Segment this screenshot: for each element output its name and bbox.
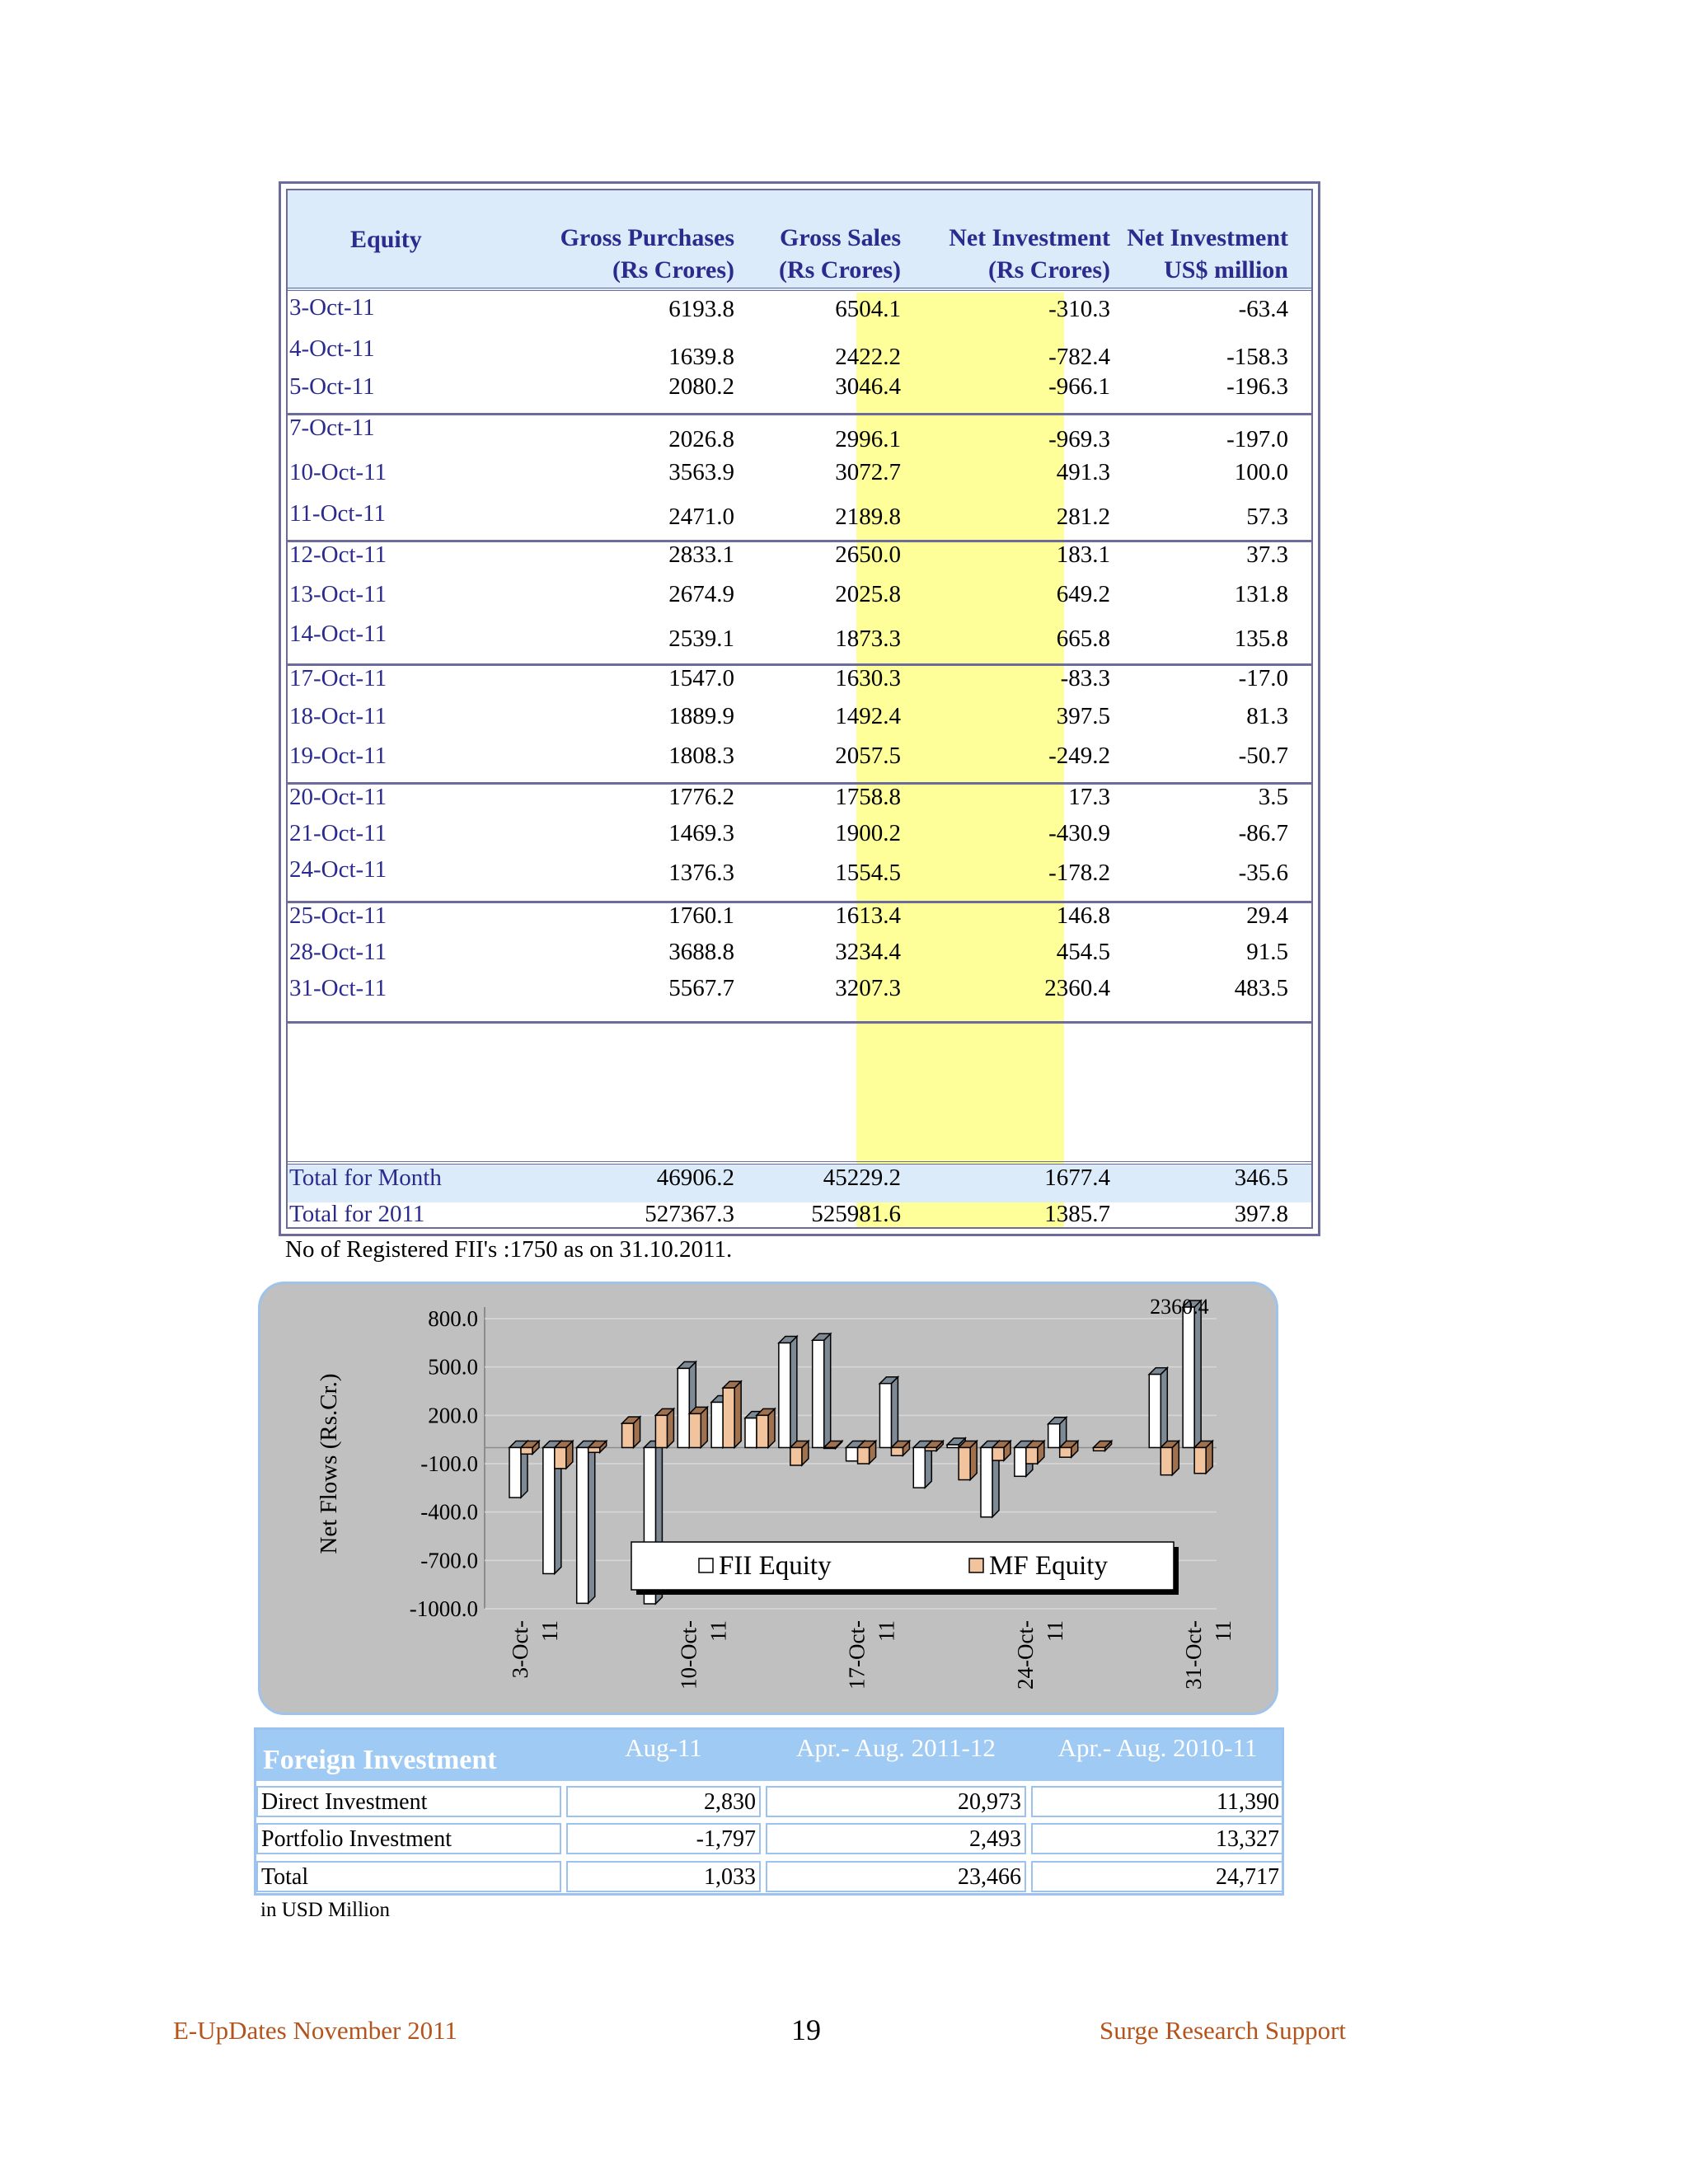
gross-purchases-cell: 3688.8 (668, 939, 734, 965)
gross-purchases-cell: 2080.2 (668, 373, 734, 400)
total-sales: 45229.2 (823, 1165, 901, 1191)
x-tick-label: 17-Oct- (844, 1620, 870, 1690)
net-investment-rs-cell: 665.8 (1056, 626, 1110, 652)
fii-equity-bar (913, 1447, 925, 1488)
gross-sales-cell: 6504.1 (835, 296, 901, 322)
date-cell: 10-Oct-11 (289, 459, 387, 485)
total-label: Total for 2011 (289, 1201, 425, 1227)
net-investment-usd-cell: -86.7 (1238, 820, 1288, 846)
x-tick-label: 11 (1042, 1620, 1067, 1642)
fii-equity-bar-side (891, 1377, 898, 1448)
mf-equity-bar (891, 1447, 903, 1455)
net-investment-rs-cell: 183.1 (1056, 541, 1110, 568)
mf-equity-bar (655, 1415, 667, 1447)
foreign-investment-table (254, 1727, 1284, 1896)
x-tick-label: 11 (537, 1620, 562, 1642)
fii-equity-table (279, 181, 1320, 1236)
x-tick-label: 31-Oct- (1181, 1620, 1207, 1690)
fii-equity-bar (1149, 1375, 1160, 1448)
net-investment-rs-cell: 454.5 (1056, 939, 1110, 965)
gross-sales-cell: 1492.4 (835, 703, 901, 729)
fii-table-body (288, 293, 1311, 1155)
gross-sales-cell: 1873.3 (835, 626, 901, 652)
net-flows-chart (258, 1282, 1278, 1715)
date-cell: 11-Oct-11 (289, 500, 387, 527)
fii-equity-bar (1183, 1307, 1194, 1447)
fi-value: 13,327 (1031, 1823, 1284, 1854)
net-investment-usd-cell: 135.8 (1234, 626, 1288, 652)
table-row-group (288, 413, 1311, 542)
net-investment-rs-cell: -83.3 (1060, 665, 1110, 691)
table-row (288, 500, 1311, 537)
fi-value: 23,466 (766, 1861, 1026, 1892)
y-tick-label: 800.0 (428, 1306, 478, 1331)
table-row (288, 415, 1311, 451)
gross-sales-cell: 2057.5 (835, 743, 901, 769)
table-row (288, 665, 1311, 701)
table-row (288, 581, 1311, 617)
y-tick-label: -400.0 (420, 1499, 478, 1525)
mf-equity-bar (723, 1388, 734, 1447)
fii-equity-bar-side (588, 1441, 595, 1603)
net-investment-rs-cell: -969.3 (1048, 426, 1110, 452)
net-investment-rs-cell: 146.8 (1056, 902, 1110, 929)
date-cell: 18-Oct-11 (289, 703, 387, 729)
table-row (288, 703, 1311, 739)
mf-equity-bar (1194, 1447, 1206, 1473)
fii-equity-bar (813, 1340, 824, 1447)
gross-purchases-cell: 1547.0 (668, 665, 734, 691)
fii-equity-bar-side (1194, 1301, 1201, 1447)
gross-purchases-cell: 1889.9 (668, 703, 734, 729)
fii-equity-bar (981, 1447, 992, 1516)
net-investment-usd-cell: -35.6 (1238, 860, 1288, 886)
net-investment-usd-cell: 483.5 (1234, 975, 1288, 1001)
net-investment-rs-cell: -966.1 (1048, 373, 1110, 400)
gross-purchases-cell: 5567.7 (668, 975, 734, 1001)
y-tick-label: -1000.0 (409, 1596, 478, 1621)
fii-equity-bar (543, 1447, 555, 1573)
date-cell: 17-Oct-11 (289, 665, 387, 691)
fi-unit-note: in USD Million (260, 1899, 390, 1921)
mf-equity-bar (1160, 1447, 1172, 1474)
fi-col-header: Apr.- Aug. 2011-12 (796, 1733, 996, 1762)
fi-row-label: Direct Investment (256, 1786, 561, 1817)
net-investment-rs-cell: 397.5 (1056, 703, 1110, 729)
fi-row-label: Portfolio Investment (256, 1823, 561, 1854)
table-row (288, 902, 1311, 939)
table-row-group (288, 901, 1311, 1024)
fi-value: -1,797 (566, 1823, 761, 1854)
total-purchases: 46906.2 (656, 1165, 734, 1191)
table-row-group (288, 782, 1311, 903)
fii-equity-bar (577, 1447, 588, 1603)
fii-table-header (288, 190, 1311, 291)
gross-purchases-cell: 6193.8 (668, 296, 734, 322)
table-row (288, 856, 1311, 893)
gross-purchases-cell: 1760.1 (668, 902, 734, 929)
table-row (288, 975, 1311, 1011)
fii-equity-bar (779, 1343, 790, 1447)
fii-equity-bar (509, 1447, 521, 1497)
net-investment-usd-cell: -17.0 (1238, 665, 1288, 691)
date-cell: 28-Oct-11 (289, 939, 387, 965)
net-investment-rs-cell: 649.2 (1056, 581, 1110, 607)
fi-row-label: Total (256, 1861, 561, 1892)
date-cell: 3-Oct-11 (289, 294, 375, 321)
mf-equity-bar (1026, 1447, 1038, 1464)
total-net-rs: 1385.7 (1044, 1201, 1110, 1227)
mf-equity-bar (588, 1447, 600, 1452)
gross-sales-cell: 2650.0 (835, 541, 901, 568)
gross-sales-cell: 2422.2 (835, 344, 901, 370)
table-row-group (288, 663, 1311, 785)
table-row-group (288, 293, 1311, 415)
date-cell: 5-Oct-11 (289, 373, 375, 400)
mf-equity-bar (1094, 1447, 1105, 1451)
fii-equity-bar (1015, 1447, 1026, 1476)
table-row (288, 294, 1311, 330)
gross-purchases-cell: 1376.3 (668, 860, 734, 886)
fii-equity-bar (745, 1418, 757, 1448)
y-tick-label: -100.0 (420, 1451, 478, 1476)
header-net-investment-rs: Net Investment (Rs Crores) (949, 224, 1110, 284)
gross-sales-cell: 1630.3 (835, 665, 901, 691)
mf-equity-bar (555, 1447, 566, 1468)
table-row (288, 373, 1311, 410)
net-investment-usd-cell: -158.3 (1226, 344, 1288, 370)
total-month-row (288, 1165, 1311, 1202)
fii-equity-bar (1048, 1424, 1060, 1448)
mf-equity-bar (689, 1413, 701, 1447)
gross-sales-cell: 3234.4 (835, 939, 901, 965)
total-label: Total for Month (289, 1165, 442, 1191)
y-axis-label: Net Flows (Rs.Cr.) (316, 1373, 342, 1554)
gross-purchases-cell: 1776.2 (668, 784, 734, 810)
y-tick-label: 500.0 (428, 1354, 478, 1380)
date-cell: 21-Oct-11 (289, 820, 387, 846)
fii-equity-bar (711, 1402, 723, 1447)
gross-sales-cell: 1900.2 (835, 820, 901, 846)
net-investment-usd-cell: 3.5 (1258, 784, 1288, 810)
fii-equity-bar-side (790, 1336, 797, 1447)
table-row (288, 335, 1311, 372)
fi-row-total (256, 1861, 1282, 1894)
total-net-usd: 346.5 (1234, 1165, 1288, 1191)
chart-canvas (260, 1284, 1276, 1713)
total-net-rs: 1677.4 (1044, 1165, 1110, 1191)
y-tick-label: -700.0 (420, 1548, 478, 1573)
fi-col-header: Aug-11 (625, 1733, 702, 1762)
gross-sales-cell: 1758.8 (835, 784, 901, 810)
gross-sales-cell: 1613.4 (835, 902, 901, 929)
net-investment-rs-cell: 17.3 (1068, 784, 1110, 810)
registered-fii-note: No of Registered FII's :1750 as on 31.10.2011. (285, 1236, 733, 1263)
net-investment-usd-cell: -196.3 (1226, 373, 1288, 400)
mf-equity-bar (925, 1447, 936, 1451)
table-row (288, 784, 1311, 820)
fi-value: 2,830 (566, 1786, 761, 1817)
x-tick-label: 11 (874, 1620, 899, 1642)
header-gross-purchases: Gross Purchases (Rs Crores) (560, 224, 734, 284)
fii-equity-bar (678, 1368, 689, 1447)
net-investment-rs-cell: 2360.4 (1044, 975, 1110, 1001)
mf-equity-bar (959, 1447, 970, 1479)
footer-publication: E-UpDates November 2011 (173, 2016, 457, 2045)
fii-equity-bar (879, 1384, 891, 1448)
y-tick-label: 200.0 (428, 1403, 478, 1428)
mf-equity-bar (824, 1447, 836, 1448)
net-investment-rs-cell: -782.4 (1048, 344, 1110, 370)
date-cell: 12-Oct-11 (289, 541, 387, 568)
legend-label-fii: FII Equity (719, 1551, 832, 1581)
page-number: 19 (791, 2013, 821, 2046)
gross-sales-cell: 2189.8 (835, 504, 901, 530)
table-row (288, 939, 1311, 975)
fi-value: 1,033 (566, 1861, 761, 1892)
net-investment-rs-cell: -310.3 (1048, 296, 1110, 322)
fi-value: 11,390 (1031, 1786, 1284, 1817)
date-cell: 25-Oct-11 (289, 902, 387, 929)
net-investment-usd-cell: 131.8 (1234, 581, 1288, 607)
table-row (288, 820, 1311, 856)
x-tick-label: 11 (706, 1620, 731, 1642)
mf-equity-bar (622, 1423, 634, 1447)
total-sales: 525981.6 (811, 1201, 901, 1227)
date-cell: 31-Oct-11 (289, 975, 387, 1001)
date-cell: 4-Oct-11 (289, 335, 375, 362)
header-gross-sales: Gross Sales (Rs Crores) (778, 224, 901, 284)
gross-purchases-cell: 1639.8 (668, 344, 734, 370)
date-cell: 24-Oct-11 (289, 856, 387, 883)
mf-equity-bar-side (734, 1381, 741, 1447)
gross-sales-cell: 3207.3 (835, 975, 901, 1001)
x-tick-label: 10-Oct- (676, 1620, 701, 1690)
table-row (288, 621, 1311, 657)
x-tick-label: 11 (1211, 1620, 1236, 1642)
net-investment-rs-cell: -430.9 (1048, 820, 1110, 846)
mf-equity-bar (1060, 1447, 1071, 1457)
fi-value: 2,493 (766, 1823, 1026, 1854)
gross-purchases-cell: 1808.3 (668, 743, 734, 769)
mf-equity-bar (790, 1447, 802, 1465)
mf-equity-bar (521, 1447, 532, 1454)
mf-equity-bar (757, 1415, 768, 1447)
gross-purchases-cell: 2539.1 (668, 626, 734, 652)
legend-label-mf: MF Equity (989, 1551, 1108, 1581)
fi-row-direct (256, 1786, 1282, 1819)
total-purchases: 527367.3 (645, 1201, 734, 1227)
net-investment-rs-cell: 491.3 (1056, 459, 1110, 485)
data-label: 2360.4 (1150, 1295, 1209, 1319)
gross-sales-cell: 2025.8 (835, 581, 901, 607)
total-net-usd: 397.8 (1234, 1201, 1288, 1227)
table-row (288, 743, 1311, 779)
total-2011-row (288, 1201, 1311, 1239)
gross-purchases-cell: 1469.3 (668, 820, 734, 846)
fii-table-inner (286, 189, 1313, 1229)
net-investment-usd-cell: 29.4 (1246, 902, 1288, 929)
net-investment-rs-cell: 281.2 (1056, 504, 1110, 530)
gross-purchases-cell: 2471.0 (668, 504, 734, 530)
gross-sales-cell: 1554.5 (835, 860, 901, 886)
net-investment-rs-cell: -178.2 (1048, 860, 1110, 886)
net-investment-usd-cell: 57.3 (1246, 504, 1288, 530)
header-net-investment-usd: Net Investment US$ million (1127, 224, 1288, 284)
table-row (288, 459, 1311, 495)
legend-swatch-fii (699, 1558, 713, 1572)
fii-equity-bar-side (824, 1333, 831, 1447)
gross-sales-cell: 2996.1 (835, 426, 901, 452)
gross-purchases-cell: 2674.9 (668, 581, 734, 607)
net-investment-usd-cell: -50.7 (1238, 743, 1288, 769)
net-investment-usd-cell: 81.3 (1246, 703, 1288, 729)
date-cell: 20-Oct-11 (289, 784, 387, 810)
net-investment-usd-cell: 37.3 (1246, 541, 1288, 568)
mf-equity-bar (992, 1447, 1004, 1460)
footer-publisher: Surge Research Support (1100, 2016, 1347, 2045)
gross-purchases-cell: 2026.8 (668, 426, 734, 452)
legend-swatch-mf (969, 1558, 983, 1572)
date-cell: 13-Oct-11 (289, 581, 387, 607)
fi-row-portfolio (256, 1823, 1282, 1856)
gross-purchases-cell: 3563.9 (668, 459, 734, 485)
table-row-group (288, 540, 1311, 666)
x-tick-label: 3-Oct- (508, 1620, 532, 1679)
fi-table-title: Foreign Investment (263, 1745, 497, 1775)
gross-sales-cell: 3072.7 (835, 459, 901, 485)
gross-sales-cell: 3046.4 (835, 373, 901, 400)
fi-value: 20,973 (766, 1786, 1026, 1817)
fii-equity-bar (947, 1445, 959, 1447)
fii-equity-bar-side (1160, 1368, 1167, 1448)
fi-col-header: Apr.- Aug. 2010-11 (1057, 1733, 1258, 1762)
x-tick-label: 24-Oct- (1012, 1620, 1038, 1690)
header-equity: Equity (350, 226, 422, 253)
fi-table-header (256, 1730, 1282, 1781)
net-investment-usd-cell: -63.4 (1238, 296, 1288, 322)
fii-totals (288, 1161, 1311, 1240)
fi-value: 24,717 (1031, 1861, 1284, 1892)
date-cell: 7-Oct-11 (289, 415, 375, 441)
net-investment-usd-cell: 100.0 (1234, 459, 1288, 485)
date-cell: 14-Oct-11 (289, 621, 387, 647)
mf-equity-bar (858, 1447, 870, 1464)
net-investment-rs-cell: -249.2 (1048, 743, 1110, 769)
net-investment-usd-cell: 91.5 (1246, 939, 1288, 965)
date-cell: 19-Oct-11 (289, 743, 387, 769)
net-investment-usd-cell: -197.0 (1226, 426, 1288, 452)
table-row (288, 541, 1311, 578)
fii-equity-bar (846, 1447, 858, 1460)
gross-purchases-cell: 2833.1 (668, 541, 734, 568)
